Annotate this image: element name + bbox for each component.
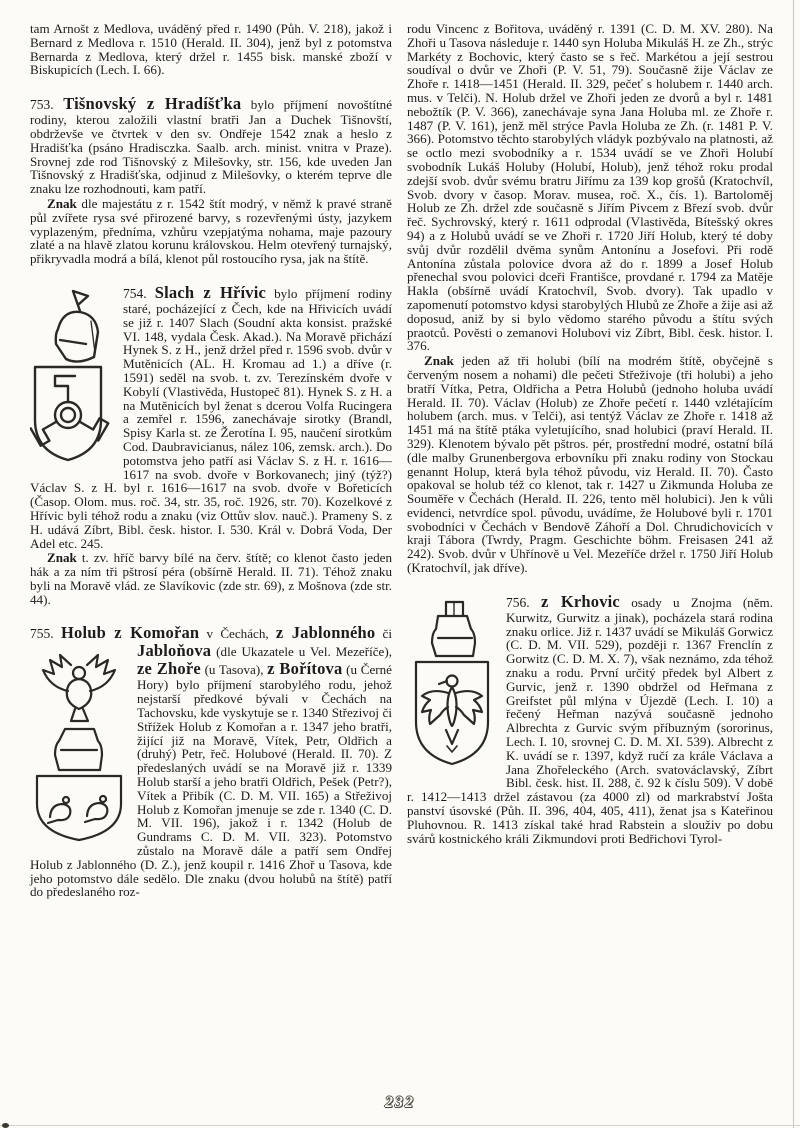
entry-755-name-jablonneho: z Jablonného (275, 623, 376, 643)
znak-lead: Znak (47, 195, 77, 211)
entry-753-number: 753. (30, 97, 64, 113)
entry-755-name-boritova: z Bořítova (267, 659, 343, 679)
entry-753-tisnovsky (30, 95, 392, 266)
znak-lead: Znak (424, 353, 454, 369)
entry-753-paragraph (30, 95, 392, 196)
entry-755-znak-body: jeden až tři holubi (bílí na modrém štítě, obyčejně s červeným nosem a nohami) dle pečeti Střeživoje (tři holubi) a jeho bratří Vítka, Petra, Oldřicha a Petra Holubů (jednoho holuba uvádí Herald. II. 70). Václav (Holub) ze Zhoře pečetí r. 1440 vzlétajícím holubem (arch. mus. v Telči), asi tentýž Václav ze Zhoře r. 1418 až 1451 má na štítě ptáka vyletujícího, snad holubici (praví Herald. II. 329). Klenotem bývalo pět pštros. pér, prostřední modré, ostatní bílá (dle malby Grunenbergova erbovníku při znaku rodiny von Stockau genannt Holup, která byla téhož původu, viz Herald. II. 70). Často opakoval se holub též co klenot, tak r. 1427 u Zikmunda Holuba ze Souměře v Čechách (Herald. II. 226, tento měl holubici). Jen k vůli evidenci, netvrdíce spol. původu, uvádíme, že Holubové byli r. 1701 svobodníci v Čechách v Bendově Záhoří a Dol. Chrudichovicích v kraji Tábora (Twrdy, Pragm. Geschichte böhm. Freisasen 241 až 242). Svob. dvůr v Uhřínově u Vel. Mezeříče držel r. 1750 Jiří Holub (Kratochvíl, jak dříve). (407, 353, 773, 576)
entry-754-name: Slach z Hřívic (154, 282, 267, 302)
scan-page-edge-right (793, 0, 794, 1128)
entry-753-name: Tišnovský z Hradíšťka (63, 94, 242, 114)
entry-755-name-zhore: ze Zhoře (137, 659, 201, 679)
continued-paragraph-medlova (30, 22, 392, 77)
scan-page-edge-bottom (0, 1125, 800, 1126)
entry-755-continued-paragraph (407, 22, 773, 353)
coat-of-arms-slach-icon (30, 287, 114, 467)
entry-755-body: bylo příjmení starobylého rodu, jehož nejstarší předkové bývali v Čechách na Tachovsku, kde vyskytuje se r. 1340 Střezivoj či Střížek Holub z Komořan a r. 1347 jeho bratři, žijící již na Moravě, Vítek, Petr, Oldřich a (druhý) Petr, řeč. Holubové (Herald. II. 70). Z předeslaných uvádí se na Moravě již r. 1339 Holub starší a jeho bratři Oldřich, Pešek (Petr?), Vítek a Přibík (C. D. M. VII. 165) a Střeživoj Holub z Komořan jmenuje se zde r. 1340 (C. D. M. VII. 196), jakož i r. 1342 (Holub de Gundrams C. D. M. VII. 323). Potomstvo zůstalo na Moravě dále a patří sem Ondřej Holub z Jablonného (D. Z.), jenž koupil r. 1416 Zhoř u Tasova, kde jeho potomstvo dále sedělo. Dle znaku (dvou holubů na štítě) patří do předeslaného roz- (30, 677, 392, 900)
entry-756-number: 756. (506, 594, 541, 610)
entry-755-paragraph (30, 624, 392, 899)
entry-755-tail-cechach: v Čechách, (199, 626, 276, 642)
entry-756-body: osady u Znojma (něm. Kurwitz, Gurwitz a jinak), pocházela stará rodina znaku orlice. Již r. 1437 uvádí se Mikuláš Gorwicz (C. D. M. VII. 529), později r. 1367 Frenclín z Gorwitz (C. D. M. X. 7), však neznámo, zda téhož znaku a rodu. První určitý předek byl Albert z Gurvic, jenž r. 1390 obdržel od Heřmana z Greifstet půl mlýna v Újezdě (Lech. I. 10) a řečený Heřman nazývá současně jednoho Albrechta z Gurvic svým příbuzným (sororinus, Lech. I. 10, srovnej C. D. M. XI. 539). Albrecht z K. uvádí se r. 1397, když ručí za krále Václava a Jana Zhořeleckého (Arch. svatováclavský, Zíbrt Bibl. česk. hist. II. 288, č. 92 k číslu 509). V době r. 1412—1413 držel zástavou (za 4000 zl) od markrabství Jošta panství úsovské (Půh. II. 396, 404, 405, 411), ženat jsa s Kateřinou Pluhovnou. R. 1413 získal také hrad Rabstein a slouživ po dobu svárů kostnického králi Zikmundovi proti Bedřichovi Tyrol- (407, 594, 773, 846)
entry-755-name-komoran: Holub z Komořan (60, 623, 200, 643)
coat-of-arms-krhovic-icon (407, 596, 497, 788)
entry-753-body: bylo příjmení novoštítné rodiny, kterou založili vlastní bratři Jan a Duchek Tišnovští, obdrževše ve čtvrtek v den sv. Ondřeje 1542 znak a heslo z Hradišťka (psáno Hradisczka. Saalb. arch. minist. vnitra v Praze). Srovnej zde rod Tišnovský z Milešovky, str. 156, kde uveden Jan Tišnovský z Hradišťska, odjinud z Milešovky, o kterém teprve dle znaku lze rozhodnouti, kam patří. (30, 97, 393, 197)
entry-754-number: 754. (123, 285, 155, 301)
entry-755-number: 755. (30, 626, 61, 642)
scan-artifact-speck (2, 1123, 9, 1128)
entry-756-paragraph (407, 593, 773, 846)
continued-text: tam Arnošt z Medlova, uváděný před r. 1490 (Půh. V. 218), jakož i Bernard z Medlova r. 1510 (Herald. II. 304), jenž byl z potomstva Bernarda z Medlova, který držel r. 1455 bisk. manské zboží v Biskupicích (Lech. I. 66). (30, 21, 392, 78)
entry-753-znak-paragraph (30, 197, 392, 266)
entry-756-name: z Krhovic (540, 591, 620, 611)
entry-756-krhovic (407, 593, 773, 846)
entry-755-tail-cerne-hory: (u Černé Hory) (137, 662, 392, 693)
entry-755-mid-ci: či (375, 626, 393, 642)
entry-755-znak-paragraph (407, 354, 773, 575)
entry-754-body: bylo příjmení rodiny staré, pocházející z Čech, kde na Hřivicích uvádí se již r. 1407 Slach (Soudní akta konsist. pražské VI. 148, vydala Česk. Akad.). Na Moravě přichází Hynek S. z H., jenž držel před r. 1596 svob. dvůr v Mutěnicích (AL. H. Kromau ad 1.) a dříve (r. 1591) seděl na svob. t. zv. Terezínském dvoře v Kobylí (Vlastivěda, Hustopeč 81). Hynek S. z H. a na Mutěnicích byl ženat s dcerou Volfa Rucingera a zemřel r. 1596, zanechávaje sirotky (Brandl, Spisy Karla st. ze Žerotína I. 95, naučení sirotkům Cod. Daubravicianus, nález 106, zemsk. arch.). Do potomstva jeho patří asi Václav S. z H. r. 1616—1617 na svob. dvoře v Borkovanech; jiný (týž?) Václav S. z H. byl r. 1616—1617 na svob. dvoře v Bořeticích (Časop. Olom. mus. roč. 34, str. 35, roč. 1926, str. 70). Kozelkové z Hřívic byli téhož rodu a znaku (viz Ottův slov. nauč.). Prameny S. z H. udává Zíbrt, Bibl. česk. histor. I. 530. Král v. Dobrá Voda, Der Adel etc. 245. (30, 285, 393, 551)
entry-755-tail-ukazatele: (dle Ukazatele u Vel. Mezeříče), (211, 644, 392, 660)
entry-754-slach (30, 284, 392, 607)
entry-754-znak-body: t. zv. hříč barvy bílé na červ. štítě; co klenot často jeden hák a za ním tři pštrosí péra (obšírně Herald. II. 71). Téhož znaku byli na Moravě vlád. ze Slavíkovic (zde str. 69), z Mošnova (zde str. 44). (30, 550, 392, 607)
entry-755-name-jablonova: Jabloňova (137, 641, 212, 661)
right-column (407, 22, 773, 899)
entry-755-tail-tasova: (u Tasova), (200, 662, 268, 678)
entry-754-znak-paragraph (30, 551, 392, 606)
entry-754-paragraph (30, 284, 392, 550)
znak-lead: Znak (47, 550, 77, 566)
entry-753-znak-body: dle majestátu z r. 1542 štít modrý, v němž k pravé straně půl zvířete rysa své přirozené barvy, s rozevřenými ústy, jazykem vyplazeným, předníma, vzhůru vzepjatýma nohama, maje pazoury zlaté a na hlavě zlatou korunu královskou. Helm otevřený turnajský, přikryvadla modrá a bílá, klenot půl rostoucího rysa, jak na štítě. (30, 195, 392, 267)
entry-755-continued-text: rodu Vincenc z Bořitova, uváděný r. 1391 (C. D. M. XV. 280). Na Zhoři u Tasova následuje r. 1440 syn Holuba Mikuláš H. ze Zh., strýc Markéty z Bochovic, který často se s řeč. Markétou a její sestrou soudíval o dvůr ve Zhoři (P. V. 51, 79). Současně žije Václav ze Zhoře r. 1418—1451 (Herald. II. 329, pečeť s holubem r. 1440 arch. mus. v Telči). N. Holub držel ve Zhoři jeden ze dvorů a byl r. 1481 nebožtík (P. V. 366), zanechávaje syna Jana Holuba ml. ze Zhoře r. 1487 (P. V. 161), jenž měl strýce Pavla Holuba ze Zh. (r. 1481 P. V. 366). Potomstvo těchto starobylých vládyk pozbývalo na platnosti, až se octlo mezi svobodníky a r. 1534 uvádí se ve Zhoři Holubí svobodník Lukáš Holuby (Holubí, Holub), jenž téhož roku prodal zdejší svob. dvůr svému bratru Jiřímu za 139 kop grošů (Kratochvíl, Svob. dvory v časop. Morav. musea, roč. X., čís. 1). Bartoloměj Holub ze Zh. držel zde současně s Jiřím Pivcem z Březí svob. dvůr řeč. Sychrovský, který r. 1611 odprodal (Vlastivěda, Bítešský okres 94) a z Holubů uvádí se ve Zhoři r. 1720 Jiří Holub, který té doby svůj dvůr rozdělil dvěma synům Antonínu a Josefovi. Při rodě Antonína zůstala polovice dvora až do r. 1899 a Josef Holub přenechal svou polovici dceři Františce, provdané r. 1794 za Matěje Hakla (obšírně uvádí Kratochvíl, Svob. dvory). Tak upadlo v zapomenutí potomstvo kdysi starobylých Hlubů ze Zhoře a žije asi až doposud, aniž by si bylo vědomo starého původu a štítu svých praotců. Pověsti o zemanovi Holubovi viz Zíbrt, Bibl. česk. histor. I. 376. (407, 21, 773, 354)
left-column (30, 22, 392, 899)
entry-755-holub (30, 624, 392, 899)
page-number: 232 (385, 1094, 415, 1111)
coat-of-arms-holub-icon (30, 645, 128, 845)
